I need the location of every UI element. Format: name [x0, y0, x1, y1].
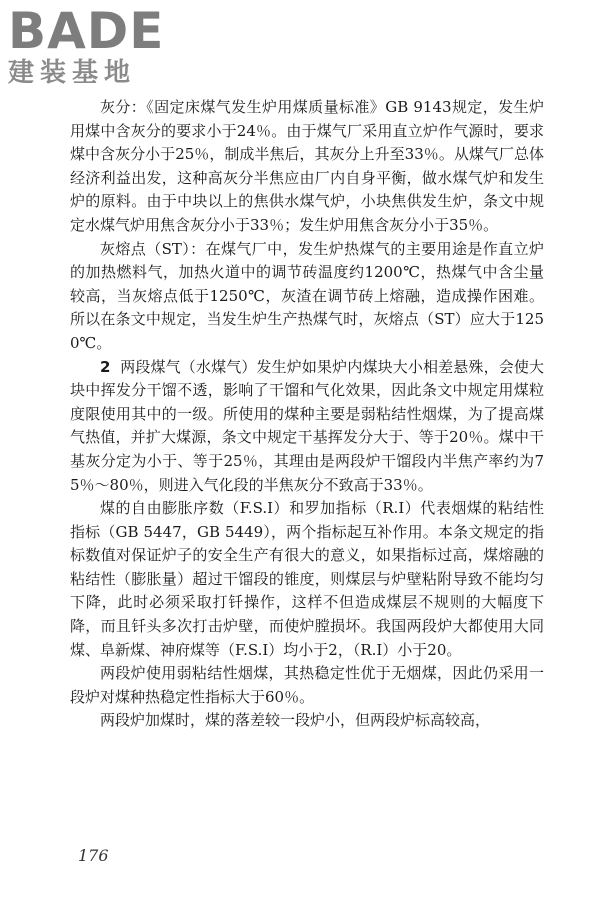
paragraph-caking-index: [70, 497, 544, 662]
paragraph-item-2: [70, 356, 544, 498]
brand-name: BADE: [8, 2, 165, 60]
paragraph-ash-content: [70, 96, 544, 238]
paragraph-ash-fusion-point: [70, 238, 544, 356]
paragraph-text: 灰分：《固定床煤气发生炉用煤质量标准》GB 9143规定，发生炉用煤中含灰分的要求小于24％。由于煤气厂采用直立炉作气源时，要求煤中含灰分小于25％，制成半焦后，其灰分上升至33％。从煤气厂总体经济利益出发，这种高灰分半焦应由厂内自身平衡，做水煤气炉和发生炉的原料。由于中块以上的焦供水煤气炉，小块焦供发生炉，条文中规定水煤气炉用焦含灰分小于33％；发生炉用焦含灰分小于35％。: [70, 98, 544, 234]
paragraph-text: 两段炉加煤时，煤的落差较一段炉小，但两段炉标高较高，: [100, 711, 491, 730]
paragraph-thermal-stability: [70, 662, 544, 709]
paragraph-text: 灰熔点（ST）：在煤气厂中，发生炉热煤气的主要用途是作直立炉的加热燃料气，加热火道中的调节砖温度约1200℃，热煤气中含尘量较高，当灰熔点低于1250℃，灰渣在调节砖上熔融，造成操作困难。所以在条文中规定，当发生炉生产热煤气时，灰熔点（ST）应大于1250℃。: [70, 239, 544, 352]
paragraph-text: 两段煤气（水煤气）发生炉如果炉内煤块大小相差悬殊，会使大块中挥发分干馏不透，影响了干馏和气化效果，因此条文中规定用煤粒度限使用其中的一级。所使用的煤种主要是弱粘结性烟煤，为了提高煤气热值，并扩大煤源，条文中规定干基挥发分大于、等于20％。煤中干基灰分定为小于、等于25％，其理由是两段炉干馏段内半焦产率约为75％～80％，则进入气化段的半焦灰分不致高于33％。: [70, 357, 544, 494]
item-number: 2: [100, 357, 111, 376]
paragraph-coal-feeding: [70, 709, 544, 733]
brand-logo: [8, 2, 178, 88]
paragraph-text: 煤的自由膨胀序数（F.S.I）和罗加指标（R.I）代表烟煤的粘结性指标（GB 5447，GB 5449），两个指标起互补作用。本条文规定的指标数值对保证炉子的安全生产有很大的意义，如果指标过高，煤熔融的粘结性（膨胀量）超过干馏段的锥度，则煤层与炉壁粘附导致不能均匀下降，此时必须采取打钎操作，这样不但造成煤层不规则的大幅度下降，而且钎头多次打击炉壁，而使炉膛损坏。我国两段炉大都使用大同煤、阜新煤、神府煤等（F.S.I）均小于2，（R.I）小于20。: [70, 499, 544, 659]
paragraph-text: 两段炉使用弱粘结性烟煤，其热稳定性优于无烟煤，因此仍采用一段炉对煤种热稳定性指标大于60％。: [70, 664, 544, 706]
document-body: [70, 96, 544, 733]
brand-subtitle: 建装基地: [8, 58, 137, 88]
page-number: 176: [78, 846, 109, 865]
